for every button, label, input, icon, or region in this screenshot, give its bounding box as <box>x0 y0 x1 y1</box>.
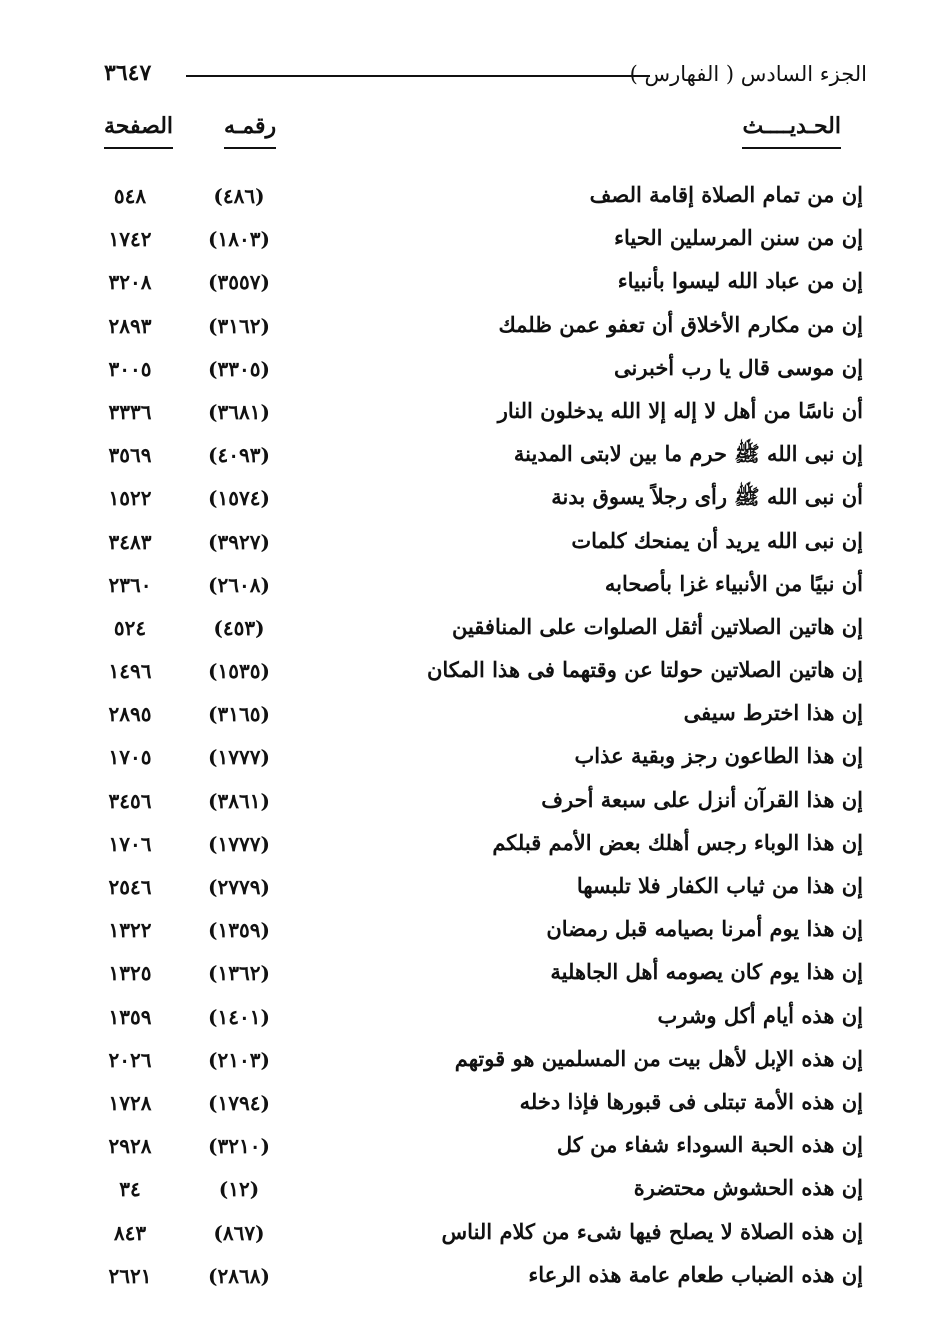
index-row <box>0 1215 945 1258</box>
header-rule <box>186 75 650 77</box>
hadith-text: إن هذه الحبة السوداء شفاء من كل <box>556 1132 863 1158</box>
hadith-number: (١٣٥٩) <box>208 918 270 943</box>
page-ref: ٣٤٨٣ <box>108 529 152 554</box>
page-ref: ٣٣٣٦ <box>108 399 152 424</box>
page-ref: ٢٨٩٣ <box>108 313 152 338</box>
index-row <box>0 1171 945 1214</box>
hadith-text: إن هذا الطاعون رجز وبقية عذاب <box>574 743 863 769</box>
hadith-number: (٢٦٠٨) <box>208 572 270 597</box>
index-row <box>0 826 945 869</box>
page-ref: ٢٣٦٠ <box>108 572 152 597</box>
page-ref: ٢٥٤٦ <box>108 875 152 899</box>
hadith-number: (٨٦٧) <box>213 1220 265 1245</box>
page-ref: ١٤٩٦ <box>108 659 152 684</box>
hadith-text: إن نبى الله يريد أن يمنحك كلمات <box>571 527 863 553</box>
index-row <box>0 955 945 998</box>
page-ref: ١٧٤٢ <box>108 227 152 252</box>
index-row <box>0 783 945 826</box>
hadith-text: إن من مكارم الأخلاق أن تعفو عمن ظلمك <box>498 311 863 337</box>
index-row <box>0 567 945 610</box>
hadith-text: إن هاتين الصلاتين حولتا عن وقتهما فى هذا المكان <box>426 657 863 683</box>
hadith-number: (٢١٠٣) <box>208 1047 270 1072</box>
index-row <box>0 394 945 437</box>
index-row <box>0 696 945 739</box>
hadith-text: إن هاتين الصلاتين أثقل الصلوات على المنافقين <box>451 613 863 639</box>
hadith-text: إن هذا اخترط سيفى <box>683 700 863 726</box>
hadith-number: (١٤٠١) <box>208 1004 270 1029</box>
hadith-text: إن هذه الإبل لأهل بيت من المسلمين هو قوتهم <box>454 1045 863 1071</box>
hadith-text: إن هذا الوباء رجس أهلك بعض الأمم قبلكم <box>492 829 863 855</box>
index-row <box>0 221 945 264</box>
page-ref: ٢٦٢١ <box>108 1263 152 1288</box>
page-ref: ١٣٢٥ <box>108 961 152 986</box>
page-ref: ١٧٢٨ <box>108 1090 152 1115</box>
page-ref: ٨٤٣ <box>113 1220 147 1245</box>
index-row <box>0 1042 945 1085</box>
hadith-number: (١٣٦٢) <box>208 961 270 986</box>
column-header-page: الصفحة <box>104 112 173 149</box>
hadith-text: إن من عباد الله ليسوا بأنبياء <box>617 268 863 294</box>
page-number: ٣٦٤٧ <box>104 60 152 86</box>
hadith-number: (١٢) <box>218 1177 260 1202</box>
hadith-text: إن هذه الحشوش محتضرة <box>633 1175 863 1201</box>
hadith-number: (١٧٩٤) <box>208 1090 270 1115</box>
page-ref: ٢٩٢٨ <box>108 1134 152 1159</box>
hadith-number: (١٥٣٥) <box>208 659 270 684</box>
index-row <box>0 308 945 351</box>
page-ref: ٥٤٨ <box>113 184 147 208</box>
column-header-hadith: الحـديــــث <box>742 112 841 149</box>
hadith-number: (١٥٧٤) <box>208 486 270 511</box>
page-ref: ٣٤ <box>119 1177 141 1202</box>
page-ref: ٣٥٦٩ <box>108 443 152 468</box>
index-row <box>0 437 945 480</box>
hadith-text: إن نبى الله ﷺ حرم ما بين لابتى المدينة <box>513 441 863 467</box>
hadith-number: (١٧٧٧) <box>208 745 270 770</box>
page-ref: ١٧٠٦ <box>108 831 152 856</box>
hadith-number: (٢٧٧٩) <box>208 875 270 899</box>
hadith-number: (٣٦٨١) <box>208 399 270 424</box>
hadith-number: (٣١٦٥) <box>208 702 270 727</box>
index-row <box>0 999 945 1042</box>
hadith-number: (٤٥٣) <box>213 615 265 640</box>
hadith-text: إن موسى قال يا رب أخبرنى <box>614 354 863 380</box>
page-ref: ٣٤٥٦ <box>108 788 152 813</box>
hadith-number: (٣٣٠٥) <box>208 356 270 381</box>
volume-title: الجزء السادس ( الفهارس ) <box>629 62 867 86</box>
index-row <box>0 610 945 653</box>
index-row <box>0 1085 945 1128</box>
index-row <box>0 178 945 221</box>
index-row <box>0 1258 945 1301</box>
hadith-text: إن هذا القرآن أنزل على سبعة أحرف <box>541 786 863 812</box>
index-row <box>0 869 945 912</box>
hadith-text: إن من تمام الصلاة إقامة الصف <box>589 182 863 207</box>
page-ref: ٢٠٢٦ <box>108 1047 152 1072</box>
hadith-number: (٢٨٦٨) <box>208 1263 270 1288</box>
page-ref: ٥٢٤ <box>113 615 147 640</box>
hadith-text: أن نبى الله ﷺ رأى رجلاً يسوق بدنة <box>551 484 863 510</box>
index-row <box>0 739 945 782</box>
hadith-number: (٣٢١٠) <box>208 1134 270 1159</box>
hadith-text: إن هذا يوم كان يصومه أهل الجاهلية <box>550 959 863 985</box>
hadith-text: إن هذه الضباب طعام عامة هذه الرعاء <box>528 1261 863 1287</box>
page-ref: ٣٠٠٥ <box>108 356 152 381</box>
page-ref: ١٣٥٩ <box>108 1004 152 1029</box>
hadith-number: (١٧٧٧) <box>208 831 270 856</box>
index-row <box>0 351 945 394</box>
hadith-number: (٣١٦٢) <box>208 313 270 338</box>
hadith-number: (٣٨٦١) <box>208 788 270 813</box>
page-ref: ١٥٢٢ <box>108 486 152 511</box>
page-ref: ١٧٠٥ <box>108 745 152 770</box>
hadith-number: (٤٨٦) <box>213 184 265 208</box>
index-list <box>0 178 945 1301</box>
hadith-number: (٤٠٩٣) <box>208 443 270 468</box>
index-row <box>0 264 945 307</box>
hadith-text: أن ناسًا من أهل لا إله إلا الله يدخلون النار <box>497 397 863 423</box>
hadith-number: (٣٩٢٧) <box>208 529 270 554</box>
hadith-text: إن من سنن المرسلين الحياء <box>614 225 863 251</box>
hadith-number: (٣٥٥٧) <box>208 270 270 295</box>
column-header-number: رقمـه <box>224 112 276 149</box>
hadith-text: إن هذه الصلاة لا يصلح فيها شىء من كلام الناس <box>441 1218 863 1244</box>
hadith-text: إن هذه أيام أكل وشرب <box>657 1002 863 1028</box>
index-row <box>0 1128 945 1171</box>
hadith-number: (١٨٠٣) <box>208 227 270 252</box>
hadith-text: إن هذا يوم أمرنا بصيامه قبل رمضان <box>546 916 863 942</box>
hadith-text: إن هذا من ثياب الكفار فلا تلبسها <box>576 873 863 898</box>
page-ref: ٢٨٩٥ <box>108 702 152 727</box>
page-ref: ١٣٢٢ <box>108 918 152 943</box>
hadith-text: أن نبيًا من الأنبياء غزا بأصحابه <box>604 570 863 596</box>
index-row <box>0 653 945 696</box>
index-row <box>0 524 945 567</box>
page-ref: ٣٢٠٨ <box>108 270 152 295</box>
index-row <box>0 912 945 955</box>
hadith-text: إن هذه الأمة تبتلى فى قبورها فإذا دخله <box>519 1088 863 1114</box>
index-row <box>0 480 945 523</box>
